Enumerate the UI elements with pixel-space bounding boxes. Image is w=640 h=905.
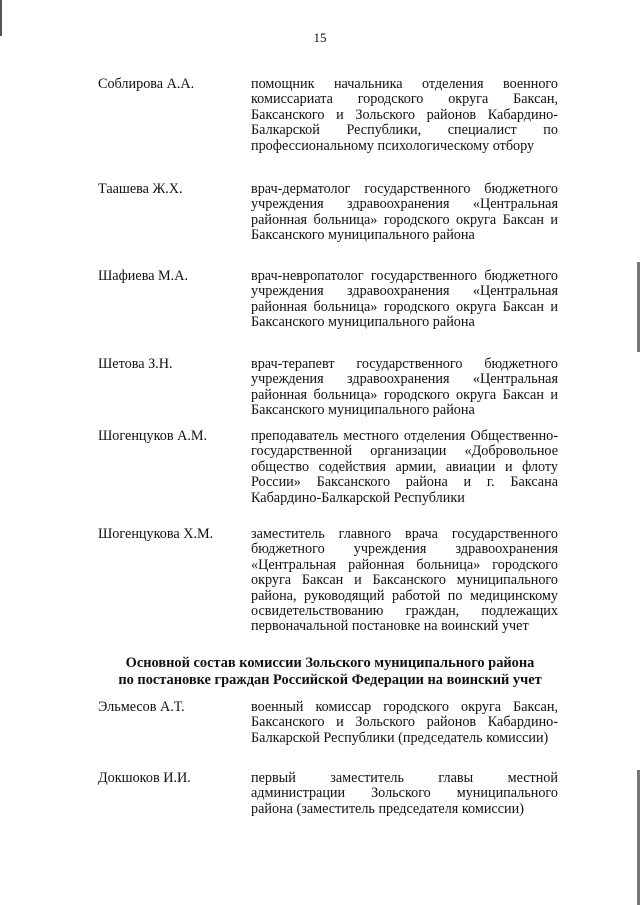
member-role: врач-невропатолог государственного бюджетного учреждения здравоохранения «Центральная районная больница» городского округа Баксан и Баксанского муниципального района — [251, 268, 558, 331]
member-name: Соблирова А.А. — [98, 76, 195, 92]
member-role: преподаватель местного отделения Общественно-государственной организации «Добровольное общество содействия армии, авиации и флоту России» Баксанского района и г. Баксана Кабардино-Балкарской Республики — [251, 428, 558, 506]
member-role: первый заместитель главы местной администрации Зольского муниципального района (заместитель председателя комиссии) — [251, 770, 558, 817]
member-name: Шетова З.Н. — [98, 356, 173, 372]
member-name: Шафиева М.А. — [98, 268, 189, 284]
member-name: Докшоков И.И. — [98, 770, 191, 786]
member-name: Эльмесов А.Т. — [98, 699, 185, 715]
section-heading — [80, 655, 580, 688]
member-name: Шогенцуков А.М. — [98, 428, 208, 444]
member-role: врач-терапевт государственного бюджетного учреждения здравоохранения «Центральная районная больница» городского округа Баксан и Баксанского муниципального района — [251, 356, 558, 419]
member-role: помощник начальника отделения военного комиссариата городского округа Баксан, Баксанского и Зольского районов Кабардино-Балкарской Республики, специалист по профессиональному психологическому отбору — [251, 76, 558, 154]
section-heading-line: Основной состав комиссии Зольского муниципального района — [125, 655, 535, 671]
section-heading-line: по постановке граждан Российской Федерации на воинский учет — [118, 671, 542, 688]
member-role: врач-дерматолог государственного бюджетного учреждения здравоохранения «Центральная районная больница» городского округа Баксан и Баксанского муниципального района — [251, 181, 558, 244]
member-role: заместитель главного врача государственного бюджетного учреждения здравоохранения «Центральная районная больница» городского округа Баксан и Баксанского муниципального района, руководящий работой по медицинскому освидетельствованию граждан, подлежащих первоначальной постановке на воинский учет — [251, 526, 558, 635]
member-name: Шогенцукова Х.М. — [98, 526, 214, 542]
member-name: Таашева Ж.Х. — [98, 181, 183, 197]
member-role: военный комиссар городского округа Баксан, Баксанского и Зольского районов Кабардино-Балкарской Республики (председатель комиссии) — [251, 699, 558, 746]
page-number: 15 — [313, 30, 327, 45]
